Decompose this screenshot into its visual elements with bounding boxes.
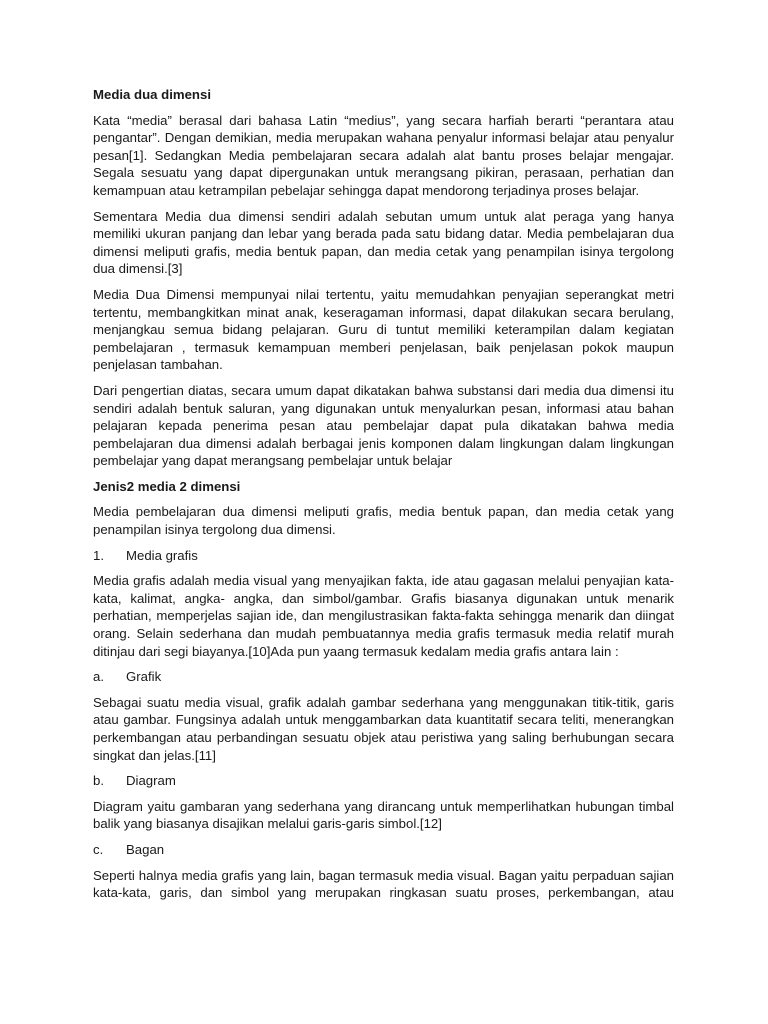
paragraph-grafik: Sebagai suatu media visual, grafik adalah gambar sederhana yang menggunakan titik-titik, garis atau gambar. Fungsinya adalah untuk menggambarkan data kuantitatif secara teliti, menerangkan perkembangan atau perbandingan sesuatu objek atau peristiwa yang saling berhubungan secara singkat dan jelas.[11] — [93, 694, 674, 763]
list-item-diagram — [93, 772, 674, 790]
paragraph-nilai-media: Media Dua Dimensi mempunyai nilai tertentu, yaitu memudahkan penyajian seperangkat metri tertentu, membangkitkan minat anak, keseragaman informasi, dapat dilakukan secara berulang, menjangkau semua bidang pelajaran. Guru di tuntut memiliki keterampilan dalam kegiatan pembelajaran , termasuk kemampuan memberi penjelasan, baik penjelasan pokok maupun penjelasan tambahan. — [93, 286, 674, 373]
list-marker: a. — [93, 669, 104, 685]
paragraph-diagram: Diagram yaitu gambaran yang sederhana yang dirancang untuk memperlihatkan hubungan timbal balik yang biasanya disajikan melalui garis-garis simbol.[12] — [93, 798, 674, 832]
list-marker: 1. — [93, 547, 104, 563]
heading-jenis-media: Jenis2 media 2 dimensi — [93, 478, 241, 494]
list-item-media-grafis — [93, 547, 674, 565]
list-label: Grafik — [126, 669, 162, 685]
list-marker: b. — [93, 773, 104, 789]
paragraph-media-grafis: Media grafis adalah media visual yang menyajikan fakta, ide atau gagasan melalui penyajian kata-kata, kalimat, angka- angka, dan simbol/gambar. Grafis biasanya digunakan untuk menarik perhatian, memperjelas sajian ide, dan mengilustrasikan fakta-fakta sehingga menarik dan diingat orang. Selain sederhana dan mudah pembuatannya media grafis termasuk media relatif murah ditinjau dari segi biayanya.[10]Ada pun yaang termasuk kedalam media grafis antara lain : — [93, 573, 674, 659]
list-label: Diagram — [126, 773, 176, 789]
paragraph-definition-media: Kata “media” berasal dari bahasa Latin “medius”, yang secara harfiah berarti “perantara atau pengantar”. Dengan demikian, media merupakan wahana penyalur informasi belajar atau penyalur pesan[1]. Sedangkan Media pembelajaran secara adalah alat bantu proses belajar mengajar. Segala sesuatu yang dapat dipergunakan untuk merangsang pikiran, perasaan, perhatian dan kemampuan atau ketrampilan pebelajar sehingga dapat mendorong terjadinya proses belajar. — [93, 112, 674, 198]
heading-media-dua-dimensi: Media dua dimensi — [93, 87, 211, 102]
paragraph-media-dua-dimensi: Sementara Media dua dimensi sendiri adalah sebutan umum untuk alat peraga yang hanya memiliki ukuran panjang dan lebar yang berada pada satu bidang datar. Media pembelajaran dua dimensi meliputi grafis, media bentuk papan, dan media cetak yang penampilan isinya tergolong dua dimensi.[3] — [93, 208, 674, 277]
paragraph-substansi: Dari pengertian diatas, secara umum dapat dikatakan bahwa substansi dari media dua dimensi itu sendiri adalah bentuk saluran, yang digunakan untuk menyalurkan pesan, informasi atau bahan pelajaran kepada penerima pesan atau pembelajar dapat pula dikatakan bahwa media pembelajaran dua dimensi adalah berbagai jenis komponen dalam lingkungan dalam lingkungan pembelajar yang dapat merangsang pembelajar untuk belajar — [93, 382, 674, 469]
list-item-bagan — [93, 841, 674, 859]
paragraph-jenis-intro: Media pembelajaran dua dimensi meliputi grafis, media bentuk papan, dan media cetak yang penampilan isinya tergolong dua dimensi. — [93, 504, 674, 538]
list-label: Media grafis — [126, 547, 198, 563]
list-marker: c. — [93, 841, 104, 857]
paragraph-bagan: Seperti halnya media grafis yang lain, bagan termasuk media visual. Bagan yaitu perpaduan sajian kata-kata, garis, dan simbol yang merupakan ringkasan suatu proses, perkembangan, atau — [93, 867, 674, 901]
list-item-grafik — [93, 668, 674, 686]
list-label: Bagan — [126, 841, 165, 857]
